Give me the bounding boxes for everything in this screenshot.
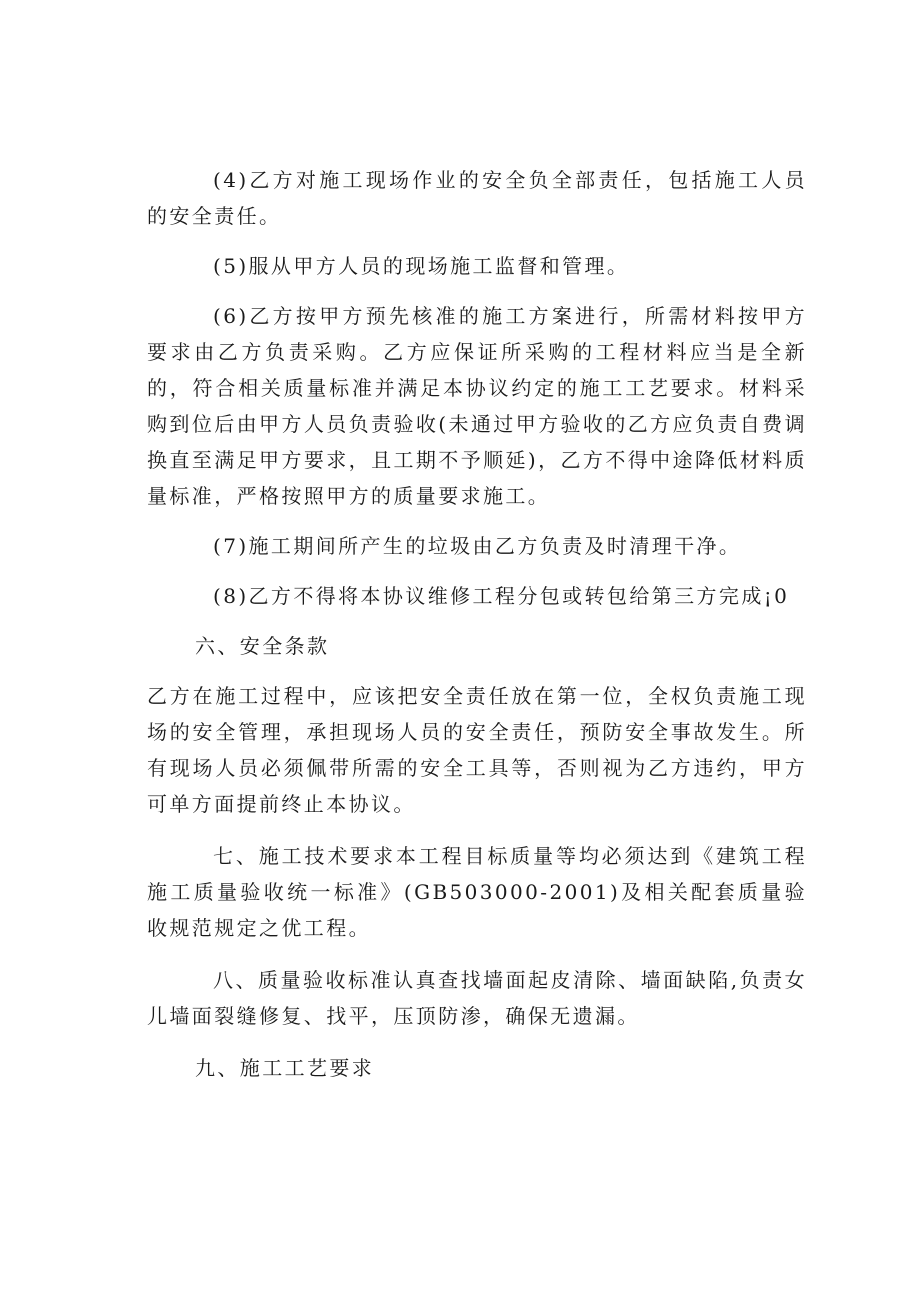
clause-6: (6)乙方按甲方预先核准的施工方案进行，所需材料按甲方要求由乙方负责采购。乙方应保证所采购的工程材料应当是全新的，符合相关质量标准并满足本协议约定的施工工艺要求。材料采购到位后由甲方人员负责验收(未通过甲方验收的乙方应负责自费调换直至满足甲方要求，且工期不予顺延)，乙方不得中途降低材料质量标准，严格按照甲方的质量要求施工。 xyxy=(147,304,807,508)
clause-5: (5)服从甲方人员的现场施工监督和管理。 xyxy=(213,254,630,278)
document-body xyxy=(147,162,807,1086)
clause-8: (8)乙方不得将本协议维修工程分包或转包给第三方完成¡0 xyxy=(213,584,790,608)
clause-4: (4)乙方对施工现场作业的安全负全部责任，包括施工人员的安全责任。 xyxy=(147,168,807,228)
section-6-body: 乙方在施工过程中，应该把安全责任放在第一位，全权负责施工现场的安全管理，承担现场人员的安全责任，预防安全事故发生。所有现场人员必须佩带所需的安全工具等，否则视为乙方违约，甲方可单方面提前终止本协议。 xyxy=(147,684,807,816)
section-9-heading: 九、施工工艺要求 xyxy=(195,1056,375,1080)
section-8: 八、质量验收标准认真查找墙面起皮清除、墙面缺陷,负责女儿墙面裂缝修复、找平，压顶防渗，确保无遗漏。 xyxy=(147,968,807,1028)
section-7: 七、施工技术要求本工程目标质量等均必须达到《建筑工程施工质量验收统一标准》(GB503000-2001)及相关配套质量验收规范规定之优工程。 xyxy=(147,844,807,940)
section-6-heading: 六、安全条款 xyxy=(195,634,330,658)
clause-7: (7)施工期间所产生的垃圾由乙方负责及时清理干净。 xyxy=(213,534,742,558)
